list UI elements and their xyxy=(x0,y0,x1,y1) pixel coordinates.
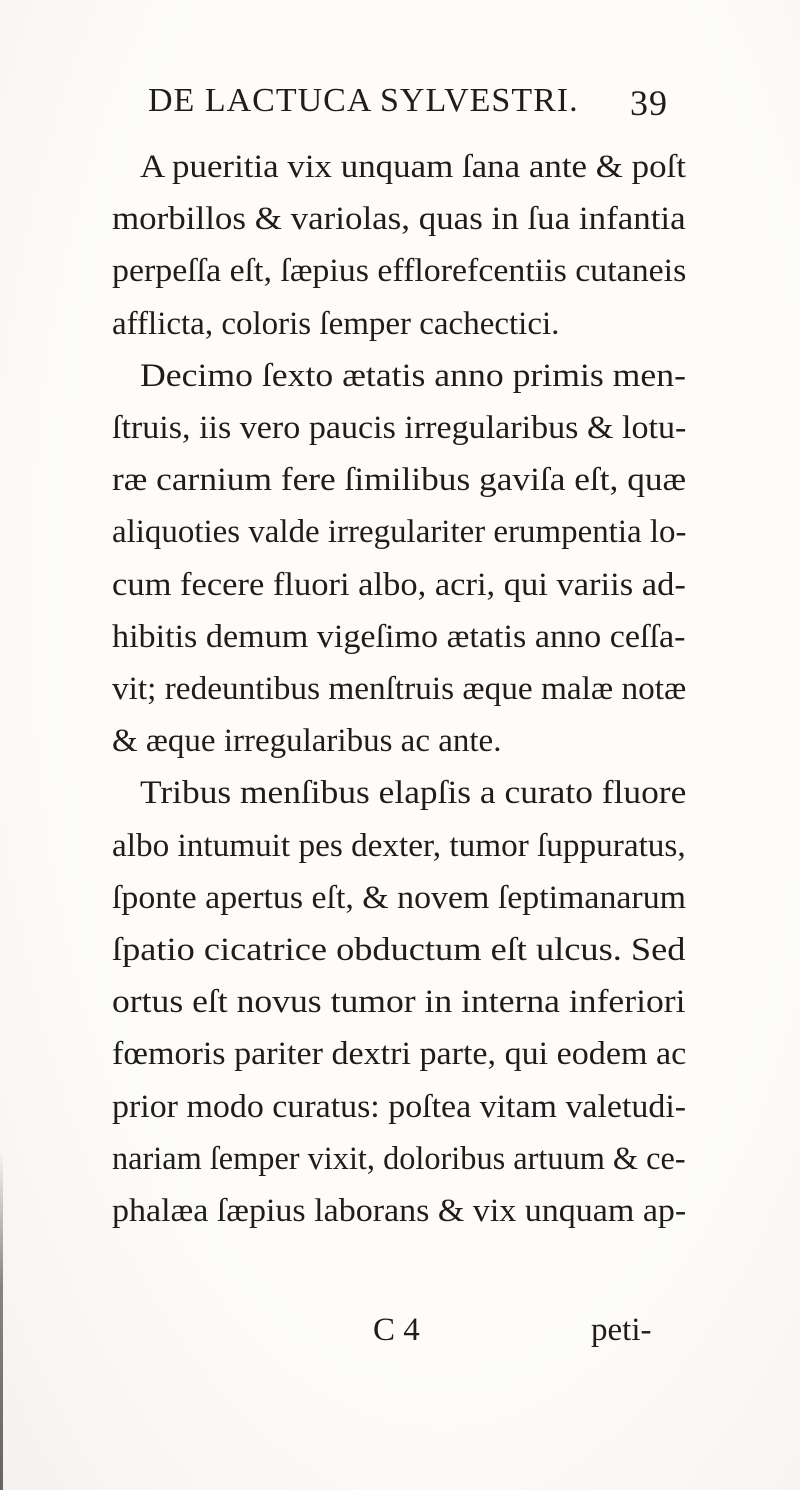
signature-mark: C 4 xyxy=(373,1312,420,1348)
text-line: cum fecere fluori albo, acri, qui variis ad- xyxy=(112,566,686,603)
text-line: fœmoris pariter dextri parte, qui eodem ac xyxy=(112,1036,687,1073)
text-line: ſponte apertus eſt, & novem ſeptimanarum xyxy=(112,879,687,916)
text-line: hibitis demum vigeſimo ætatis anno ceſſa- xyxy=(112,618,686,655)
text-line: ſtruis, iis vero paucis irregularibus & lotu- xyxy=(112,410,687,446)
text-line: nariam ſemper vixit, doloribus artuum & ce- xyxy=(112,1140,686,1177)
text-line: aliquoties valde irregulariter erumpentia lo- xyxy=(112,514,687,551)
text-line: A pueritia vix unquam ſana ante & poſt xyxy=(140,149,686,185)
text-line: perpeſſa eſt, ſæpius efflorefcentiis cutaneis xyxy=(112,253,687,290)
text-line: & æque irregularibus ac ante. xyxy=(112,723,502,760)
text-line: afflicta, coloris ſemper cachectici. xyxy=(112,305,560,342)
text-line: phalæa ſæpius laborans & vix unquam ap- xyxy=(112,1193,687,1229)
text-line: ſpatio cicatrice obductum eſt ulcus. Sed xyxy=(112,932,686,968)
text-line: ortus eſt novus tumor in interna inferiori xyxy=(112,984,686,1021)
text-line: Tribus menſibus elapſis a curato fluore xyxy=(140,775,687,812)
catchword: peti- xyxy=(591,1312,652,1348)
running-header xyxy=(148,82,668,134)
text-line: prior modo curatus: poſtea vitam valetudi- xyxy=(112,1088,687,1125)
page-number: 39 xyxy=(630,83,668,123)
text-line: ræ carnium fere ſimilibus gaviſa eſt, quæ xyxy=(112,462,687,499)
page-footer xyxy=(0,1312,800,1362)
text-line: morbillos & variolas, quas in ſua infantia xyxy=(112,201,686,238)
running-title: DE LACTUCA SYLVESTRI. xyxy=(148,82,579,119)
text-line: Decimo ſexto ætatis anno primis men- xyxy=(140,357,686,394)
text-line: vit; redeuntibus menſtruis æque malæ notæ xyxy=(112,671,687,707)
text-line: albo intumuit pes dexter, tumor ſuppuratus, xyxy=(112,827,686,864)
